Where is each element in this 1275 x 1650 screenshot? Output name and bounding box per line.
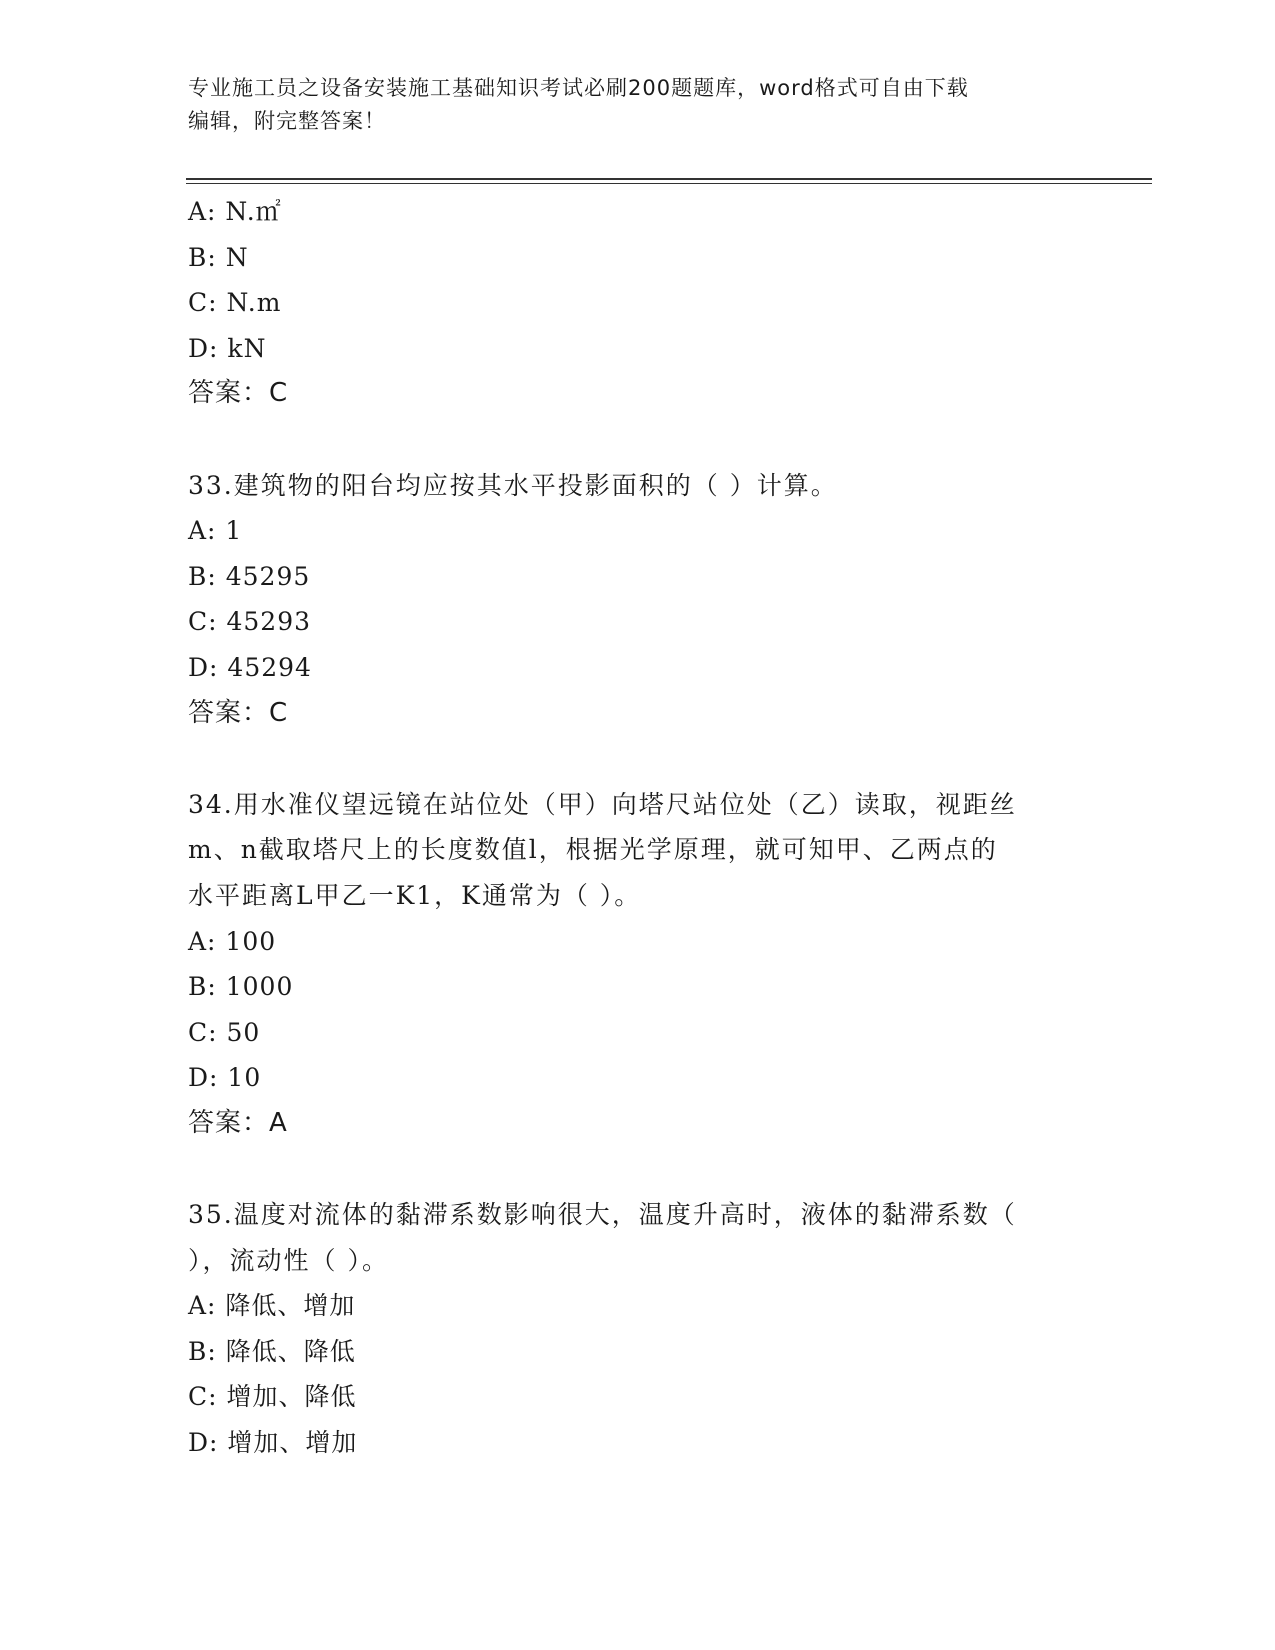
header-divider-thick xyxy=(186,178,1152,180)
spacer xyxy=(188,1146,1088,1192)
header-line-1: 专业施工员之设备安装施工基础知识考试必刷200题题库，word格式可自由下载 xyxy=(188,76,969,100)
spacer xyxy=(188,736,1088,782)
answer: 答案：A xyxy=(188,1107,288,1138)
question-text-line-1: 34.用水准仪望远镜在站位处（甲）向塔尺站位处（乙）读取，视距丝 xyxy=(188,789,1017,819)
option-c: C: 增加、降低 xyxy=(188,1382,357,1412)
question-32 xyxy=(188,189,1088,417)
question-33 xyxy=(188,463,1088,737)
question-text-line-2: ），流动性（ ）。 xyxy=(188,1245,389,1275)
option-b: B: N xyxy=(188,242,249,272)
option-b: B: 1000 xyxy=(188,972,294,1002)
document-header xyxy=(188,72,1088,138)
question-text-line-3: 水平距离L甲乙一K1，K通常为（ ）。 xyxy=(188,880,642,910)
answer: 答案：C xyxy=(188,378,289,409)
option-c: C: 45293 xyxy=(188,607,312,637)
question-text-line-2: m、n截取塔尺上的长度数值l，根据光学原理，就可知甲、乙两点的 xyxy=(188,835,998,865)
option-a: A: N.㎡ xyxy=(188,197,282,226)
question-list xyxy=(188,189,1088,1466)
option-a: A: 降低、增加 xyxy=(188,1291,356,1321)
spacer xyxy=(188,417,1088,463)
header-divider-thin xyxy=(186,183,1152,184)
option-d: D: 增加、增加 xyxy=(188,1428,358,1458)
option-a: A: 100 xyxy=(188,926,277,956)
option-d: D: 45294 xyxy=(188,652,312,682)
option-a: A: 1 xyxy=(188,516,243,546)
question-text-line-1: 35.温度对流体的黏滞系数影响很大，温度升高时，液体的黏滞系数（ xyxy=(188,1200,1017,1230)
option-d: D: 10 xyxy=(188,1063,262,1093)
option-b: B: 降低、降低 xyxy=(188,1336,356,1366)
answer: 答案：C xyxy=(188,697,289,728)
question-text: 33.建筑物的阳台均应按其水平投影面积的（ ）计算。 xyxy=(188,470,838,500)
option-c: C: N.m xyxy=(188,288,282,318)
question-34 xyxy=(188,782,1088,1147)
option-d: D: kN xyxy=(188,333,267,363)
option-b: B: 45295 xyxy=(188,561,311,591)
header-line-2: 编辑，附完整答案！ xyxy=(188,109,386,133)
question-35 xyxy=(188,1192,1088,1466)
option-c: C: 50 xyxy=(188,1017,261,1047)
